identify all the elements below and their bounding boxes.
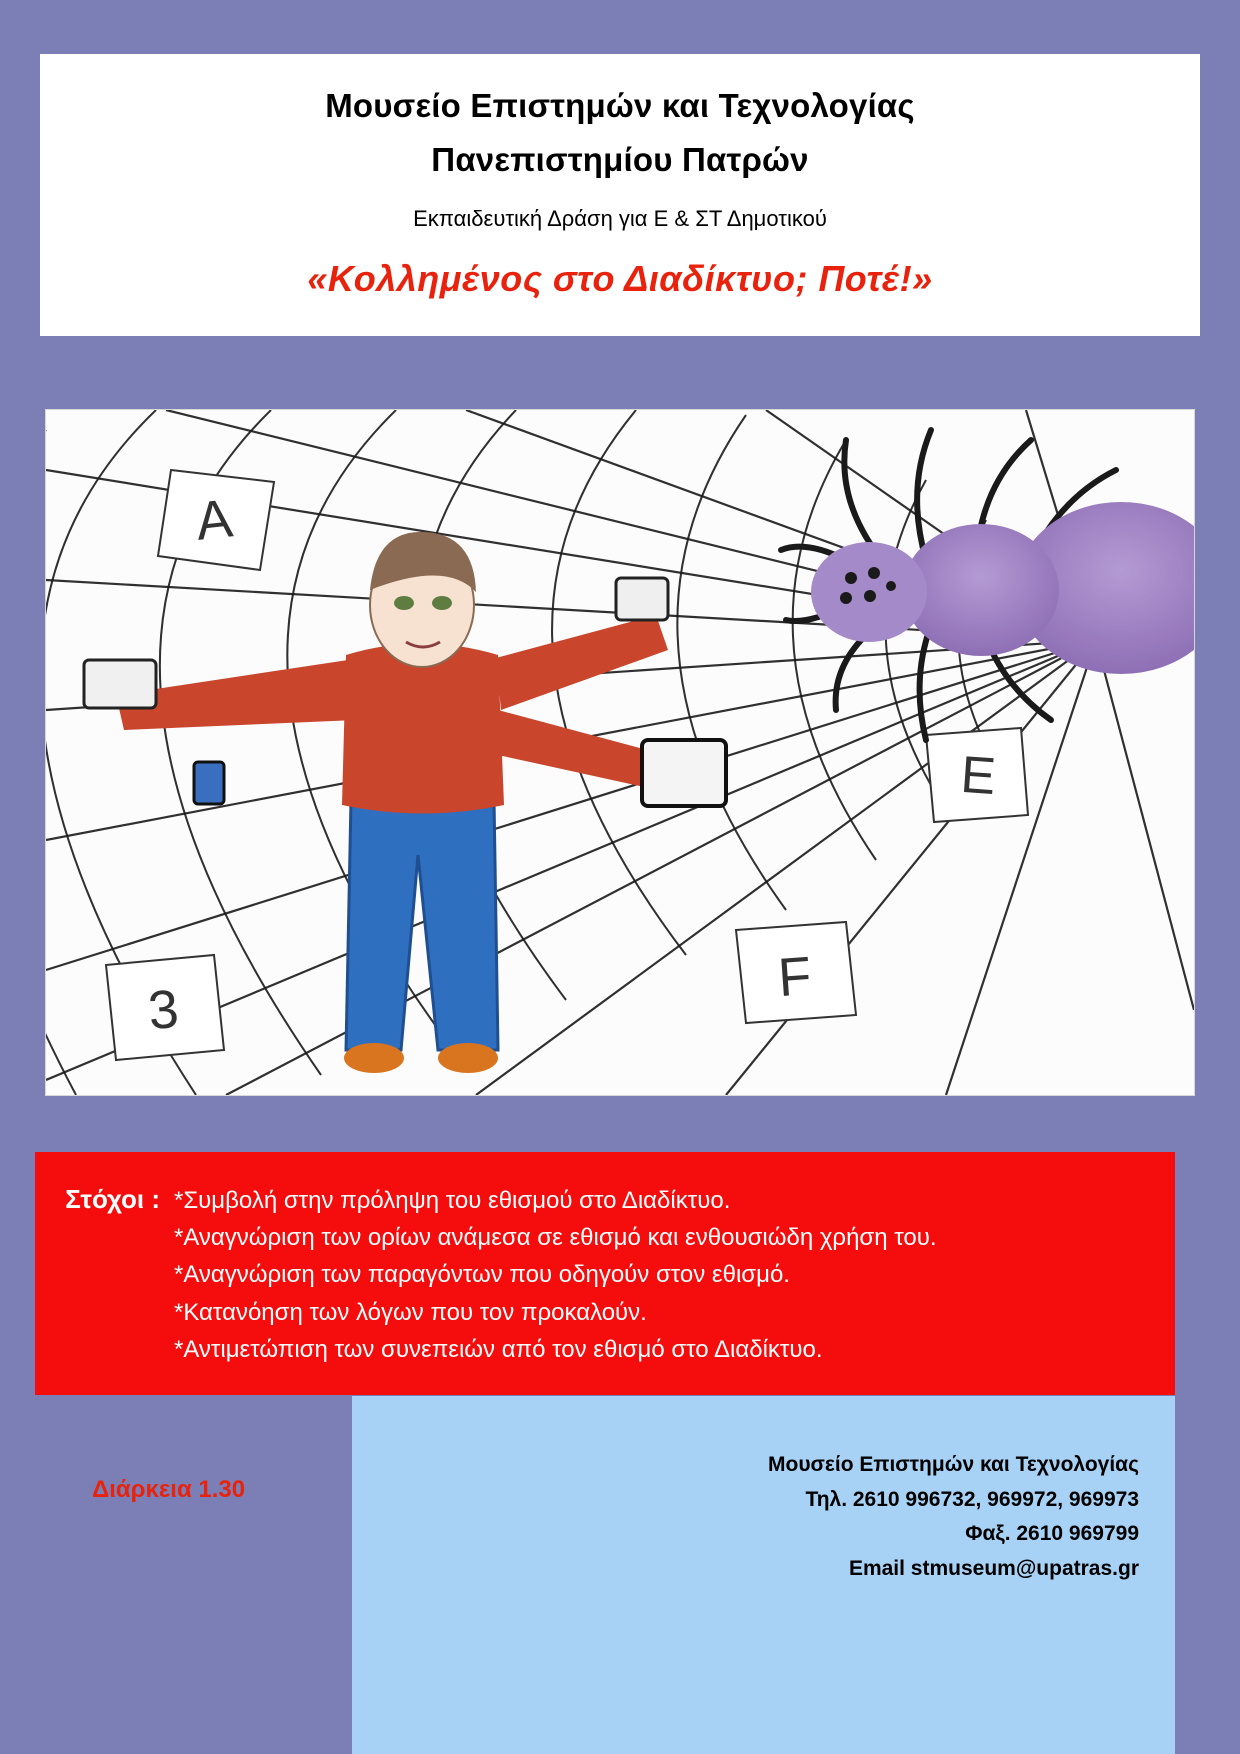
web-letter-E [926, 728, 1028, 822]
contact-box [352, 1396, 1175, 1754]
spider-web-drawing [46, 410, 1194, 1095]
contact-fax: Φαξ. 2610 969799 [965, 1522, 1139, 1546]
goal-item: *Συμβολή στην πρόληψη του εθισμού στο Διαδίκτυο. [174, 1187, 731, 1214]
contact-name: Μουσείο Επιστημών και Τεχνολογίας [768, 1453, 1139, 1476]
duration-label: Διάρκεια 1.30 [92, 1476, 246, 1503]
audience-subtitle: Εκπαιδευτική Δράση για Ε & ΣΤ Δημοτικού [413, 205, 827, 231]
goals-list [170, 1182, 1175, 1368]
organization-line-1: Μουσείο Επιστημών και Τεχνολογίας [325, 87, 915, 124]
header-panel [40, 54, 1200, 336]
goal-item: *Αναγνώριση των παραγόντων που οδηγούν στον εθισμό. [174, 1261, 790, 1289]
illustration-image [45, 409, 1195, 1096]
svg-text:F: F [776, 945, 814, 1009]
contact-email: Email stmuseum@upatras.gr [848, 1556, 1139, 1580]
organization-line-2: Πανεπιστημίου Πατρών [431, 140, 809, 178]
svg-text:E: E [958, 745, 998, 807]
goals-box [35, 1152, 1175, 1395]
web-letter-A [158, 470, 274, 570]
goals-label: Στόχοι : [65, 1184, 160, 1214]
goal-item: *Αναγνώριση των ορίων ανάμεσα σε εθισμό και ενθουσιώδη χρήση του. [174, 1224, 937, 1252]
contact-phone: Τηλ. 2610 996732, 969972, 969973 [805, 1487, 1139, 1511]
page-title: «Κολλημένος στο Διαδίκτυο; Ποτέ!» [307, 257, 933, 299]
goal-item: *Αντιμετώπιση των συνεπειών από τον εθισμό στο Διαδίκτυο. [174, 1335, 823, 1363]
svg-text:3: 3 [145, 978, 182, 1042]
web-letter-F [736, 922, 856, 1023]
web-letter-3 [106, 955, 224, 1060]
goal-item: *Κατανόηση των λόγων που τον προκαλούν. [174, 1298, 647, 1326]
svg-text:A: A [193, 488, 236, 552]
